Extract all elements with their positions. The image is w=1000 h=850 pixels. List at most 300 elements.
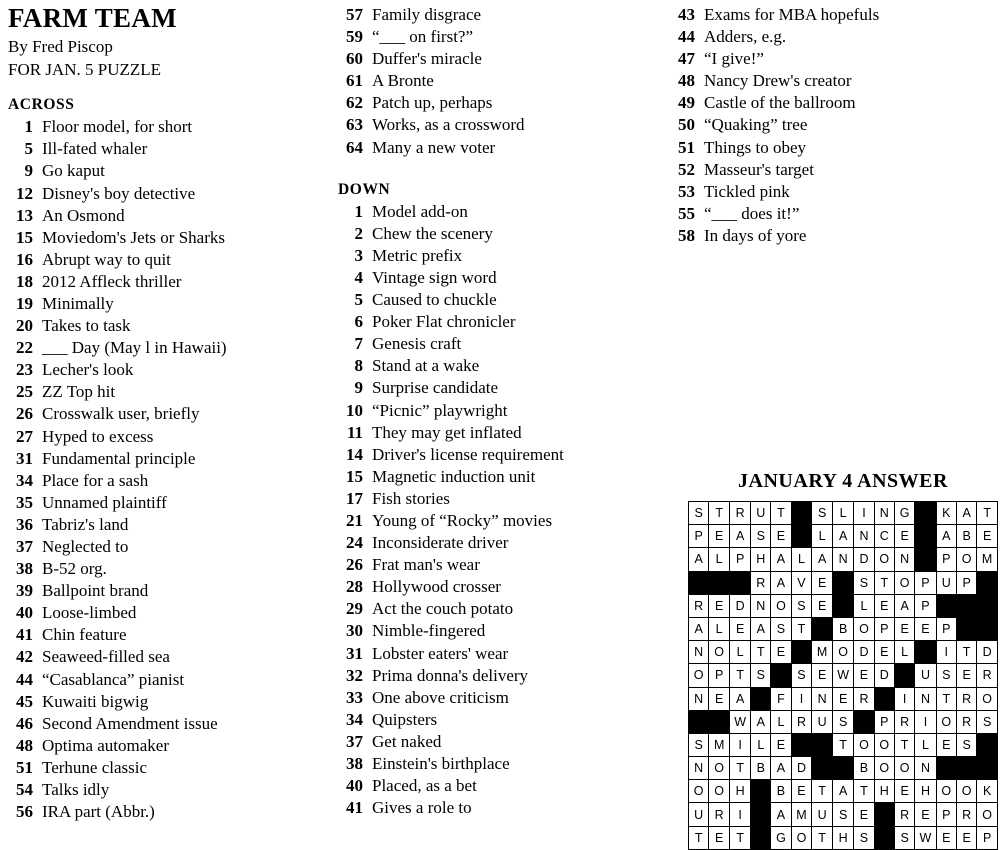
- answer-grid-cell: I: [936, 641, 956, 664]
- clue-number: 28: [346, 577, 363, 597]
- clue-item: [338, 643, 668, 665]
- answer-grid-cell: O: [832, 641, 853, 664]
- answer-grid-cell: E: [915, 803, 936, 826]
- clue-text: Unnamed plaintiff: [42, 492, 167, 512]
- clue-text: Many a new voter: [372, 137, 496, 157]
- answer-grid-block: [812, 733, 833, 756]
- clue-text: Metric prefix: [372, 245, 463, 265]
- answer-grid-cell: M: [812, 641, 833, 664]
- clue-item: [8, 646, 338, 668]
- answer-grid-cell: E: [812, 594, 833, 617]
- clue-text: Caused to chuckle: [372, 290, 497, 310]
- clue-number: 45: [16, 691, 33, 711]
- answer-grid-cell: T: [812, 826, 833, 849]
- clue-item: [338, 598, 668, 620]
- answer-grid-cell: A: [771, 757, 791, 780]
- answer-grid-cell: M: [709, 733, 730, 756]
- clue-text: Young of “Rocky” movies: [372, 510, 553, 530]
- answer-grid-cell: E: [771, 733, 791, 756]
- clue-text: “___ does it!”: [704, 203, 800, 223]
- clue-item: [338, 267, 668, 289]
- answer-grid-cell: P: [936, 617, 956, 640]
- clue-number: 40: [346, 776, 363, 796]
- answer-grid-cell: B: [956, 525, 976, 548]
- clue-item: [338, 114, 668, 136]
- answer-grid-cell: O: [977, 803, 998, 826]
- clue-text: Gives a role to: [372, 798, 472, 818]
- clue-number: 1: [24, 117, 33, 137]
- answer-grid-block: [956, 617, 976, 640]
- answer-grid-block: [751, 803, 771, 826]
- answer-grid-cell: T: [894, 733, 914, 756]
- column-right: [668, 4, 998, 845]
- clue-item: [8, 160, 338, 182]
- answer-grid-cell: U: [936, 571, 956, 594]
- answer-grid-cell: E: [956, 826, 976, 849]
- clue-number: 40: [16, 603, 33, 623]
- clue-text: Go kaput: [42, 161, 105, 181]
- clue-number: 5: [24, 139, 33, 159]
- clue-number: 60: [346, 49, 363, 69]
- answer-grid-cell: P: [689, 525, 709, 548]
- clue-number: 41: [346, 798, 363, 818]
- answer-grid-block: [874, 687, 894, 710]
- clue-number: 3: [354, 245, 363, 265]
- answer-grid-cell: E: [854, 664, 874, 687]
- clue-text: Genesis craft: [372, 334, 462, 354]
- clue-item: [670, 181, 998, 203]
- answer-grid-cell: A: [936, 525, 956, 548]
- answer-grid-cell: U: [751, 502, 771, 525]
- clue-item: [8, 315, 338, 337]
- answer-grid-block: [936, 757, 956, 780]
- answer-title: JANUARY 4 ANSWER: [738, 470, 948, 492]
- answer-grid-block: [977, 594, 998, 617]
- clue-item: [8, 757, 338, 779]
- clue-text: Vintage sign word: [372, 267, 497, 287]
- clue-item: [338, 4, 668, 26]
- answer-grid-block: [915, 548, 936, 571]
- clue-number: 21: [346, 510, 363, 530]
- answer-grid-cell: E: [977, 525, 998, 548]
- clue-number: 24: [346, 533, 363, 553]
- clue-item: [338, 201, 668, 223]
- clue-text: “Picnic” playwright: [372, 400, 508, 420]
- clue-item: [670, 26, 998, 48]
- clue-text: A Bronte: [372, 71, 434, 91]
- answer-grid-cell: I: [791, 687, 812, 710]
- clue-number: 61: [346, 71, 363, 91]
- answer-grid-cell: L: [709, 548, 730, 571]
- clue-text: ZZ Top hit: [42, 382, 116, 402]
- clue-text: Model add-on: [372, 201, 468, 221]
- clue-item: [8, 470, 338, 492]
- clue-number: 10: [346, 400, 363, 420]
- answer-grid-cell: O: [874, 548, 894, 571]
- clue-item: [8, 492, 338, 514]
- clue-text: Chew the scenery: [372, 223, 493, 243]
- clue-item: [338, 137, 668, 159]
- answer-grid-cell: T: [729, 826, 750, 849]
- clue-text: Abrupt way to quit: [42, 249, 171, 269]
- answer-grid-cell: S: [751, 525, 771, 548]
- clue-item: [8, 580, 338, 602]
- answer-grid-cell: E: [874, 641, 894, 664]
- answer-grid-cell: S: [832, 710, 853, 733]
- clue-item: [338, 797, 668, 819]
- answer-grid-cell: T: [729, 757, 750, 780]
- clue-text: Masseur's target: [704, 159, 814, 179]
- column-left: [8, 4, 338, 831]
- answer-grid-block: [977, 571, 998, 594]
- answer-grid-cell: N: [689, 757, 709, 780]
- answer-grid-cell: W: [729, 710, 750, 733]
- clue-number: 37: [346, 731, 363, 751]
- answer-grid-cell: C: [874, 525, 894, 548]
- answer-grid-cell: N: [689, 641, 709, 664]
- answer-grid-cell: E: [729, 617, 750, 640]
- answer-grid-block: [936, 594, 956, 617]
- clue-text: Magnetic induction unit: [372, 466, 536, 486]
- answer-grid-cell: R: [751, 571, 771, 594]
- clue-item: [338, 355, 668, 377]
- answer-grid-cell: P: [956, 571, 976, 594]
- answer-grid-cell: P: [936, 548, 956, 571]
- answer-grid-cell: N: [751, 594, 771, 617]
- answer-grid-cell: G: [771, 826, 791, 849]
- answer-grid-cell: P: [709, 664, 730, 687]
- answer-grid-cell: I: [894, 687, 914, 710]
- answer-grid-row: [689, 617, 998, 640]
- answer-grid-cell: W: [832, 664, 853, 687]
- answer-grid-cell: P: [936, 803, 956, 826]
- clue-number: 17: [346, 488, 363, 508]
- answer-grid-cell: U: [915, 664, 936, 687]
- answer-grid-cell: E: [956, 664, 976, 687]
- clue-number: 8: [354, 356, 363, 376]
- answer-grid-cell: N: [812, 687, 833, 710]
- clue-number: 49: [678, 93, 695, 113]
- answer-grid-cell: D: [874, 664, 894, 687]
- clue-text: An Osmond: [42, 205, 125, 225]
- clue-item: [670, 114, 998, 136]
- answer-grid-cell: L: [771, 710, 791, 733]
- answer-grid-cell: A: [894, 594, 914, 617]
- answer-grid-block: [791, 502, 812, 525]
- answer-grid-cell: L: [751, 733, 771, 756]
- clue-text: Talks idly: [42, 780, 110, 800]
- answer-grid-cell: R: [977, 664, 998, 687]
- answer-grid-cell: O: [936, 710, 956, 733]
- answer-grid-cell: S: [956, 733, 976, 756]
- clue-item: [338, 311, 668, 333]
- answer-grid-block: [894, 664, 914, 687]
- answer-grid-cell: O: [709, 757, 730, 780]
- clue-text: Ill-fated whaler: [42, 139, 148, 159]
- answer-grid-cell: E: [709, 687, 730, 710]
- answer-grid-block: [915, 525, 936, 548]
- clue-text: Optima automaker: [42, 735, 169, 755]
- across-clue-list-part1: [8, 116, 338, 823]
- clue-item: [8, 138, 338, 160]
- clue-text: Chin feature: [42, 625, 127, 645]
- answer-grid-cell: A: [729, 525, 750, 548]
- answer-grid-block: [977, 617, 998, 640]
- answer-grid-cell: S: [977, 710, 998, 733]
- clue-text: Family disgrace: [372, 5, 482, 24]
- answer-grid-cell: E: [915, 617, 936, 640]
- clue-text: Frat man's wear: [372, 555, 480, 575]
- answer-grid-cell: R: [689, 594, 709, 617]
- clue-item: [338, 753, 668, 775]
- answer-grid-cell: A: [771, 803, 791, 826]
- answer-grid-cell: I: [915, 710, 936, 733]
- clue-number: 9: [354, 378, 363, 398]
- clue-text: Second Amendment issue: [42, 713, 218, 733]
- answer-grid-cell: S: [791, 594, 812, 617]
- clue-text: “Quaking” tree: [704, 115, 808, 135]
- clue-item: [8, 116, 338, 138]
- clue-text: Fish stories: [372, 488, 450, 508]
- clue-item: [338, 620, 668, 642]
- answer-grid-row: [689, 548, 998, 571]
- clue-number: 26: [346, 555, 363, 575]
- clue-number: 47: [678, 49, 695, 69]
- clue-text: Lobster eaters' wear: [372, 643, 509, 663]
- answer-grid-cell: T: [791, 617, 812, 640]
- answer-grid-cell: E: [771, 525, 791, 548]
- clue-text: Works, as a crossword: [372, 115, 525, 135]
- answer-grid-cell: P: [977, 826, 998, 849]
- answer-grid-cell: D: [791, 757, 812, 780]
- clue-text: They may get inflated: [372, 422, 522, 442]
- clue-number: 22: [16, 338, 33, 358]
- clue-number: 16: [16, 249, 33, 269]
- clue-text: 2012 Affleck thriller: [42, 271, 182, 291]
- answer-grid-cell: T: [689, 826, 709, 849]
- clue-number: 32: [346, 665, 363, 685]
- clue-number: 42: [16, 647, 33, 667]
- clue-item: [338, 92, 668, 114]
- answer-grid-cell: E: [854, 803, 874, 826]
- answer-grid-cell: N: [854, 525, 874, 548]
- answer-grid-cell: N: [832, 548, 853, 571]
- clue-text: “Casablanca” pianist: [42, 669, 185, 689]
- clue-number: 35: [16, 492, 33, 512]
- answer-grid-cell: A: [832, 780, 853, 803]
- clue-number: 41: [16, 625, 33, 645]
- answer-grid-block: [709, 710, 730, 733]
- answer-grid-cell: F: [771, 687, 791, 710]
- clue-number: 48: [678, 71, 695, 91]
- clue-number: 51: [16, 757, 33, 777]
- answer-grid-cell: M: [791, 803, 812, 826]
- clue-number: 38: [346, 754, 363, 773]
- clue-text: Nimble-fingered: [372, 621, 486, 641]
- clue-text: Get naked: [372, 731, 442, 751]
- answer-grid-cell: O: [771, 594, 791, 617]
- clue-item: [8, 779, 338, 801]
- answer-grid-cell: L: [791, 548, 812, 571]
- clue-number: 56: [16, 802, 33, 822]
- clue-number: 29: [346, 599, 363, 619]
- clue-text: In days of yore: [704, 225, 807, 245]
- answer-grid-cell: B: [854, 757, 874, 780]
- answer-grid-cell: T: [832, 733, 853, 756]
- answer-grid-row: [689, 826, 998, 849]
- answer-grid-cell: D: [854, 641, 874, 664]
- answer-grid-cell: L: [854, 594, 874, 617]
- clue-number: 19: [16, 293, 33, 313]
- answer-grid-block: [729, 571, 750, 594]
- clue-item: [8, 381, 338, 403]
- clue-number: 44: [16, 669, 33, 689]
- answer-grid-cell: N: [915, 757, 936, 780]
- answer-grid-cell: H: [915, 780, 936, 803]
- clue-number: 13: [16, 205, 33, 225]
- clue-item: [338, 687, 668, 709]
- answer-grid-cell: O: [874, 733, 894, 756]
- clue-text: Minimally: [42, 293, 114, 313]
- answer-grid-cell: R: [791, 710, 812, 733]
- clue-number: 23: [16, 360, 33, 380]
- clue-number: 31: [346, 643, 363, 663]
- clue-number: 12: [16, 183, 33, 203]
- clue-number: 44: [678, 27, 695, 47]
- answer-grid-cell: R: [709, 803, 730, 826]
- answer-grid-cell: A: [729, 687, 750, 710]
- answer-grid-cell: S: [791, 664, 812, 687]
- clue-item: [338, 26, 668, 48]
- answer-grid-block: [956, 594, 976, 617]
- answer-grid-cell: E: [832, 687, 853, 710]
- clue-text: Einstein's birthplace: [372, 754, 510, 773]
- clue-item: [338, 709, 668, 731]
- page-title: FARM TEAM: [8, 3, 177, 33]
- clue-text: One above criticism: [372, 687, 509, 707]
- answer-grid-cell: O: [956, 780, 976, 803]
- clue-item: [8, 359, 338, 381]
- answer-grid-cell: E: [791, 780, 812, 803]
- answer-grid-cell: S: [854, 826, 874, 849]
- clue-text: Act the couch potato: [372, 599, 514, 619]
- answer-grid-cell: E: [812, 664, 833, 687]
- clue-item: [8, 713, 338, 735]
- answer-grid-cell: R: [729, 502, 750, 525]
- answer-grid-cell: A: [751, 617, 771, 640]
- clue-item: [8, 205, 338, 227]
- clue-text: Ballpoint brand: [42, 581, 149, 601]
- answer-grid-row: [689, 664, 998, 687]
- answer-grid-cell: K: [977, 780, 998, 803]
- answer-grid-cell: A: [956, 502, 976, 525]
- answer-grid-cell: N: [894, 548, 914, 571]
- clue-item: [338, 377, 668, 399]
- clue-item: [670, 137, 998, 159]
- answer-grid-cell: R: [854, 687, 874, 710]
- answer-grid-block: [874, 826, 894, 849]
- clue-text: Moviedom's Jets or Sharks: [42, 227, 225, 247]
- answer-grid-cell: E: [771, 641, 791, 664]
- answer-grid-block: [977, 733, 998, 756]
- clue-item: [670, 92, 998, 114]
- answer-grid-cell: R: [894, 803, 914, 826]
- answer-grid-cell: A: [771, 571, 791, 594]
- answer-grid-cell: H: [729, 780, 750, 803]
- clue-text: “I give!”: [704, 49, 764, 69]
- clue-text: Hollywood crosser: [372, 577, 501, 597]
- answer-grid-cell: A: [832, 525, 853, 548]
- clue-number: 64: [346, 137, 363, 157]
- answer-grid-cell: O: [894, 571, 914, 594]
- answer-grid-cell: N: [689, 687, 709, 710]
- answer-grid-cell: D: [854, 548, 874, 571]
- clue-number: 5: [354, 290, 363, 310]
- clue-item: [338, 422, 668, 444]
- clue-item: [338, 223, 668, 245]
- answer-grid-cell: D: [729, 594, 750, 617]
- across-clue-list-part2: [338, 4, 668, 159]
- clue-number: 1: [354, 201, 363, 221]
- clue-item: [8, 602, 338, 624]
- answer-grid-cell: G: [894, 502, 914, 525]
- clue-text: Stand at a wake: [372, 356, 480, 376]
- answer-grid-cell: U: [812, 710, 833, 733]
- answer-grid-row: [689, 710, 998, 733]
- clue-text: Fundamental principle: [42, 448, 196, 468]
- answer-grid-cell: M: [977, 548, 998, 571]
- clue-item: [8, 536, 338, 558]
- clue-number: 46: [16, 713, 33, 733]
- clue-item: [338, 444, 668, 466]
- clue-text: Exams for MBA hopefuls: [704, 5, 880, 24]
- answer-grid-cell: U: [812, 803, 833, 826]
- answer-grid-cell: T: [709, 502, 730, 525]
- clue-number: 15: [16, 227, 33, 247]
- clue-text: Place for a sash: [42, 470, 149, 490]
- answer-grid-cell: I: [729, 803, 750, 826]
- clue-item: [670, 4, 998, 26]
- clue-text: “___ on first?”: [372, 27, 474, 47]
- answer-grid-block: [812, 617, 833, 640]
- clue-text: Surprise candidate: [372, 378, 499, 398]
- clue-item: [338, 333, 668, 355]
- answer-grid-cell: E: [936, 826, 956, 849]
- clue-item: [338, 554, 668, 576]
- answer-grid-cell: B: [771, 780, 791, 803]
- answer-grid-cell: A: [689, 617, 709, 640]
- clue-item: [8, 558, 338, 580]
- answer-grid-block: [689, 710, 709, 733]
- clue-item: [338, 532, 668, 554]
- clue-text: ___ Day (May l in Hawaii): [42, 338, 227, 358]
- clue-text: Castle of the ballroom: [704, 93, 856, 113]
- answer-grid-cell: O: [709, 641, 730, 664]
- answer-grid-row: [689, 641, 998, 664]
- answer-grid-cell: S: [689, 733, 709, 756]
- answer-grid-cell: L: [729, 641, 750, 664]
- clue-text: Disney's boy detective: [42, 183, 196, 203]
- column-spacer: [338, 159, 668, 181]
- clue-item: [670, 203, 998, 225]
- clue-number: 11: [346, 422, 363, 442]
- clue-number: 63: [346, 115, 363, 135]
- clue-item: [8, 426, 338, 448]
- answer-grid-block: [812, 757, 833, 780]
- clue-text: Tabriz's land: [42, 514, 129, 534]
- answer-grid-block: [791, 525, 812, 548]
- answer-grid-block: [791, 641, 812, 664]
